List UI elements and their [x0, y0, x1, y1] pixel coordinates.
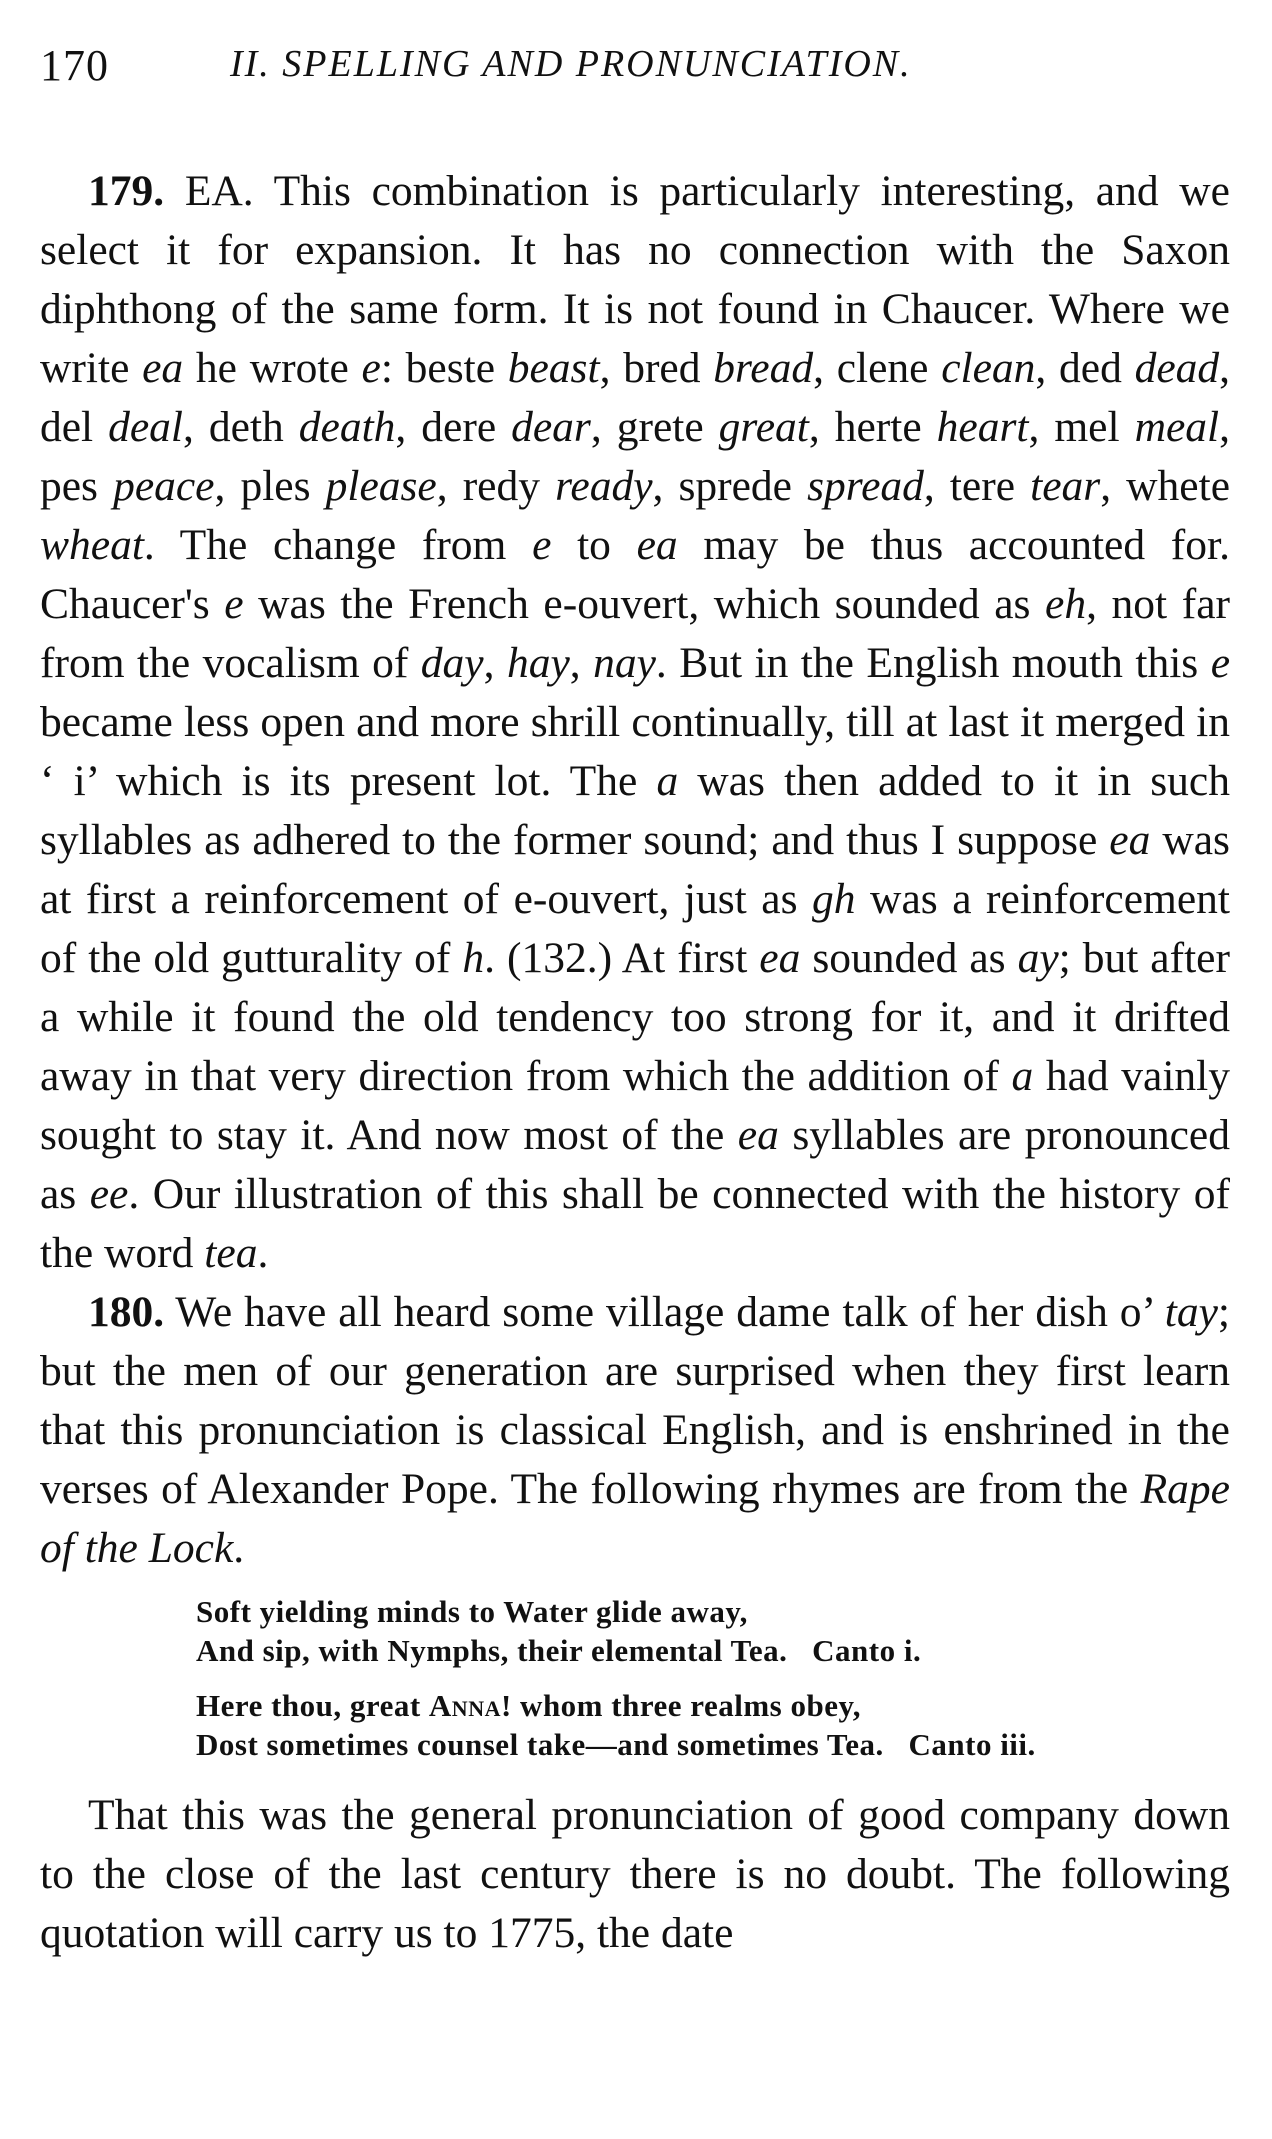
stanza [196, 1686, 1230, 1764]
section-number: 180. [88, 1288, 165, 1336]
verse-line: Soft yielding minds to Water glide away, [196, 1594, 748, 1629]
verse-line: Dost sometimes counsel take—and sometimes Tea. Canto iii. [196, 1727, 1036, 1762]
paragraph-180 [40, 1283, 1230, 1578]
page-number: 170 [40, 41, 109, 90]
verse-line: Here thou, great Anna! whom three realms obey, [196, 1688, 862, 1723]
stanza [196, 1592, 1230, 1670]
chapter-title: II. SPELLING AND PRONUNCIATION. [230, 43, 912, 85]
section-number: 179. [88, 167, 165, 215]
closing-paragraph: That this was the general pronunciation of good company down to the close of the last century there is no doubt. The following quotation will carry us to 1775, the date [40, 1791, 1230, 1957]
book-page [40, 28, 1230, 2007]
paragraph-179 [40, 162, 1230, 1283]
verse-line: And sip, with Nymphs, their elemental Tea. Canto i. [196, 1633, 922, 1668]
paragraph-text: EA. This combination is particularly interesting, and we select it for expansion. It has no connection with the Saxon diphthong of the same form. It is not found in Chaucer. Where we write ea he wrote e: beste beast, bred bread, clene clean, ded dead, del deal, deth death, dere dear, grete great, herte heart, mel meal, pes peace, ples please, redy ready, sprede spread, tere tear, whete wheat. The change from e to ea may be thus accounted for. Chaucer's e was the French e-ouvert, which sounded as eh, not far from the vocalism of day, hay, nay. But in the English mouth this e became less open and more shrill continually, till at last it merged in ‘ i’ which is its present lot. The a was then added to it in such syllables as adhered to the former sound; and thus I suppose ea was at first a reinforcement of e-ouvert, just as gh was a reinforcement of the old gutturality of h. (132.) At first ea sounded as ay; but after a while it found the old tendency too strong for it, and it drifted away in that very direction from which the addition of a had vainly sought to stay it. And now most of the ea syllables are pronounced as ee. Our illustration of this shall be connected with the history of the word tea. [40, 167, 1231, 1277]
paragraph-text: We have all heard some village dame talk of her dish o’ tay; but the men of our generation are surprised when they first learn that this pronunciation is classical English, and is enshrined in the verses of Alexander Pope. The following rhymes are from the Rape of the Lock. [40, 1288, 1230, 1572]
poem-quotation [196, 1592, 1230, 1764]
body-text [40, 162, 1230, 1578]
running-head [40, 28, 1230, 98]
